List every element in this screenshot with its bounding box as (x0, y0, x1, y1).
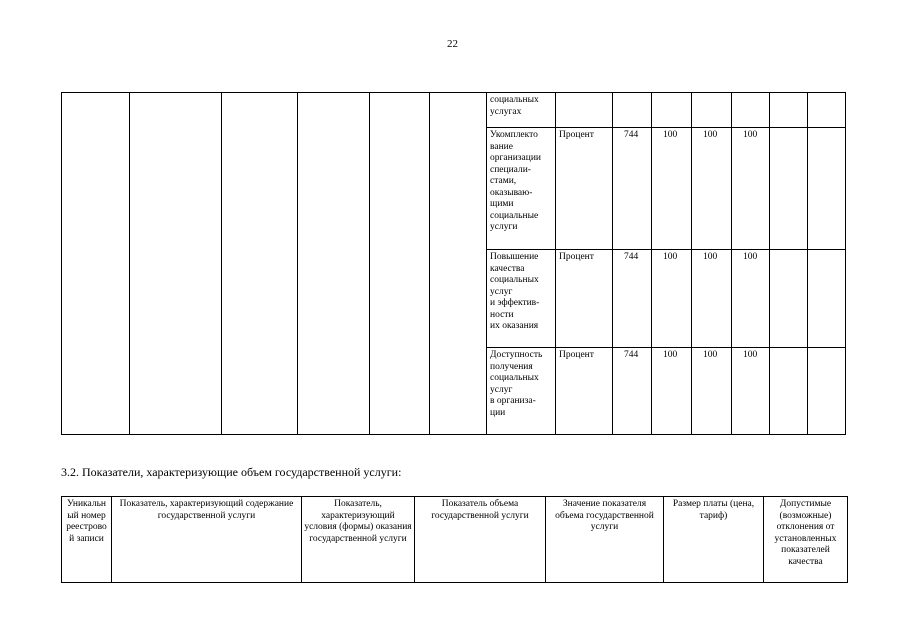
blank-cell (770, 128, 808, 250)
table-header-row (62, 497, 848, 583)
value-cell: 100 (652, 348, 692, 435)
indicator-name: Доступность получения социальных услуг в организа- ции (487, 348, 556, 435)
blank-cell (430, 93, 487, 435)
value-cell: 100 (652, 250, 692, 348)
value-cell: 100 (732, 128, 770, 250)
blank-cell (808, 93, 846, 128)
unit-cell: Процент (556, 128, 613, 250)
indicator-name: социальных услугах (487, 93, 556, 128)
blank-cell (808, 348, 846, 435)
column-header: Показатель, характеризующий условия (формы) оказания государственной услуги (302, 497, 415, 583)
blank-cell (770, 250, 808, 348)
blank-cell (370, 93, 430, 435)
value-cell: 100 (652, 128, 692, 250)
column-header: Размер платы (цена, тариф) (664, 497, 764, 583)
unit-code-cell: 744 (613, 128, 652, 250)
unit-code-cell: 744 (613, 250, 652, 348)
unit-cell: Процент (556, 348, 613, 435)
value-cell: 100 (692, 128, 732, 250)
value-cell (692, 93, 732, 128)
value-cell: 100 (692, 348, 732, 435)
indicator-name: Укомплекто вание организации специали- стами, оказываю- щими социальные услуги (487, 128, 556, 250)
value-cell: 100 (692, 250, 732, 348)
blank-cell (298, 93, 370, 435)
blank-cell (222, 93, 298, 435)
column-header: Показатель объема государственной услуги (415, 497, 546, 583)
volume-indicators-table (61, 496, 848, 583)
unit-cell (556, 93, 613, 128)
unit-code-cell: 744 (613, 348, 652, 435)
blank-cell (808, 128, 846, 250)
blank-cell (808, 250, 846, 348)
column-header: Значение показателя объема государственной услуги (546, 497, 664, 583)
column-header: Допустимые (возможные) отклонения от установленных показателей качества (764, 497, 848, 583)
column-header: Показатель, характеризующий содержание государственной услуги (112, 497, 302, 583)
quality-indicators-table (61, 92, 846, 435)
unit-code-cell (613, 93, 652, 128)
value-cell: 100 (732, 250, 770, 348)
unit-cell: Процент (556, 250, 613, 348)
column-header: Уникальн ый номер реестрово й записи (62, 497, 112, 583)
blank-cell (62, 93, 130, 435)
value-cell (652, 93, 692, 128)
blank-cell (770, 93, 808, 128)
section-heading: 3.2. Показатели, характеризующие объем государственной услуги: (61, 465, 402, 479)
blank-cell (770, 348, 808, 435)
table-row (62, 93, 846, 128)
value-cell (732, 93, 770, 128)
indicator-name: Повышение качества социальных услуг и эффектив- ности их оказания (487, 250, 556, 348)
value-cell: 100 (732, 348, 770, 435)
page-number: 22 (447, 38, 458, 50)
blank-cell (130, 93, 222, 435)
